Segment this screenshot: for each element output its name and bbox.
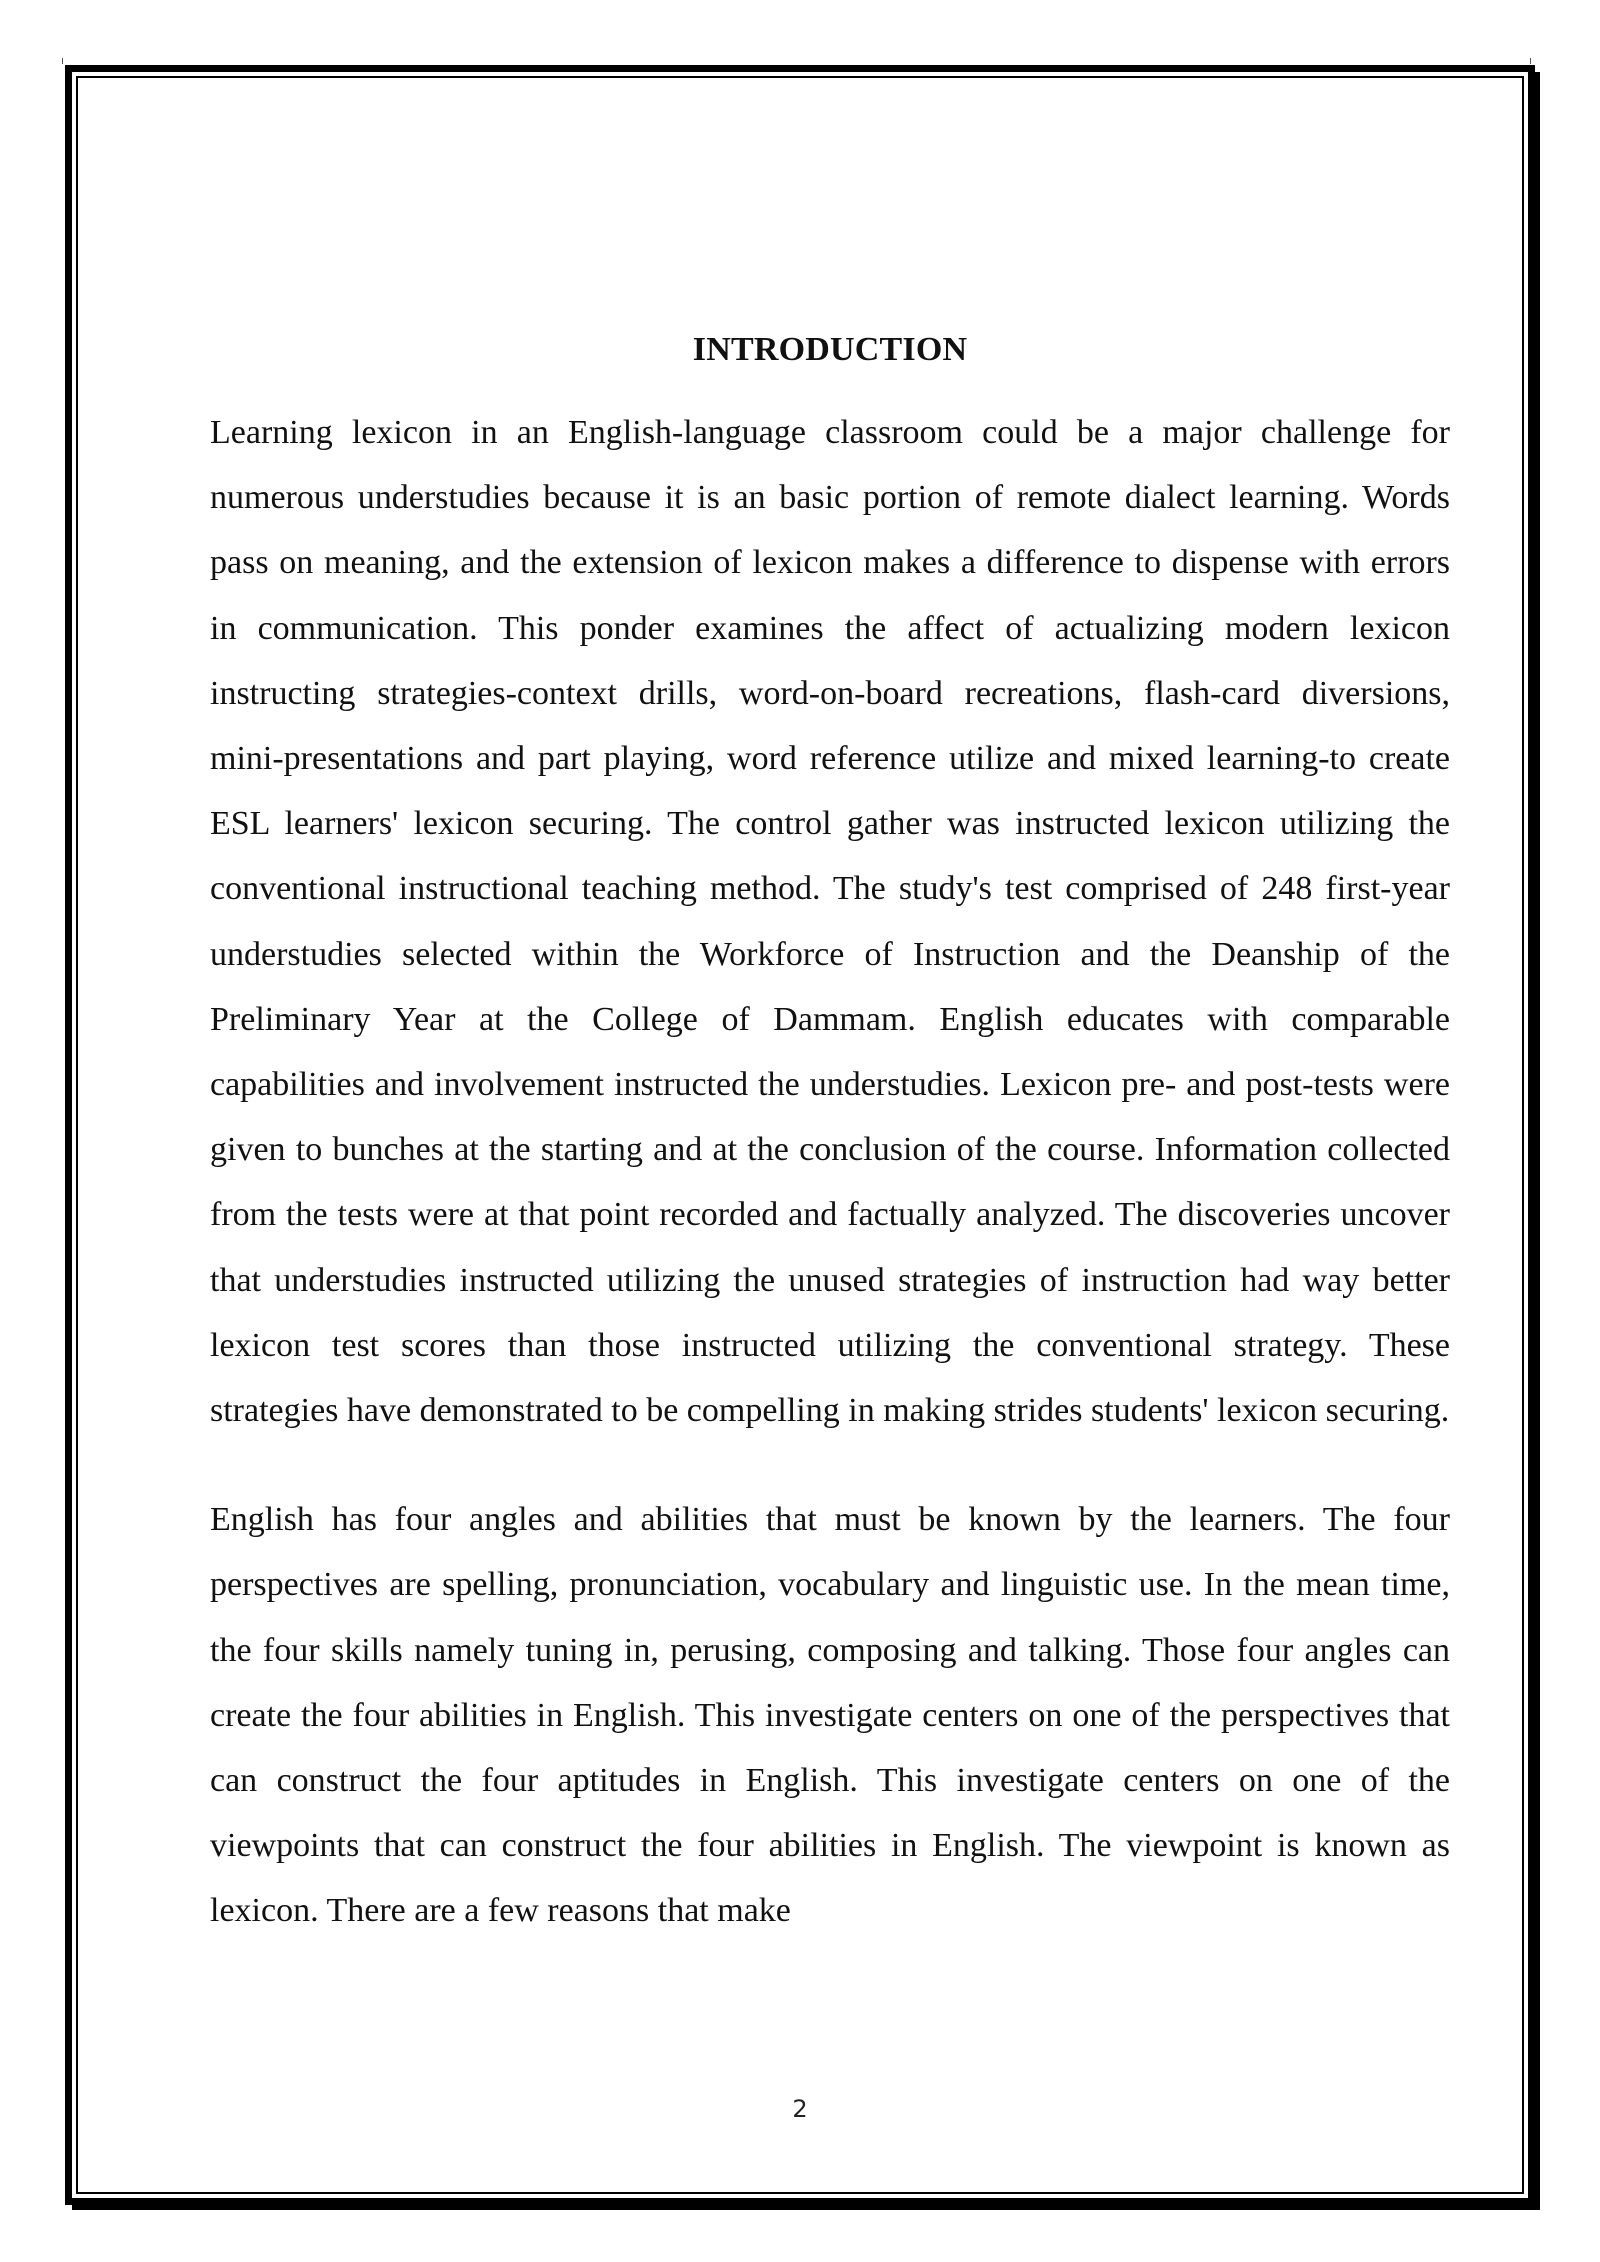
corner-mark-right — [1530, 58, 1531, 64]
corner-mark-left — [62, 58, 63, 64]
paragraph-2: English has four angles and abilities that must be known by the learners. The four perspectives are spelling, pronunciation, vocabulary and linguistic use. In the mean time, the four skills namely tuning in, perusing, composing and talking. Those four angles can create the four abilities in English. This investigate centers on one of the perspectives that can construct the four aptitudes in English. This investigate centers on one of the viewpoints that can construct the four abilities in English. The viewpoint is known as lexicon. There are a few reasons that make — [210, 1501, 1450, 1930]
paragraph-1: Learning lexicon in an English-language classroom could be a major challenge for numerous understudies because it is an basic portion of remote dialect learning. Words pass on meaning, and the extension of lexicon makes a difference to dispense with errors in communication. This ponder examines the affect of actualizing modern lexicon instructing strategies-context drills, word-on-board recreations, flash-card diversions, mini-presentations and part playing, word reference utilize and mixed learning-to create ESL learners' lexicon securing. The control gather was instructed lexicon utilizing the conventional instructional teaching method. The study's test comprised of 248 first-year understudies selected within the Workforce of Instruction and the Deanship of the Preliminary Year at the College of Dammam. English educates with comparable capabilities and involvement instructed the understudies. Lexicon pre- and post-tests were given to bunches at the starting and at the conclusion of the course. Information collected from the tests were at that point recorded and factually analyzed. The discoveries uncover that understudies instructed utilizing the unused strategies of instruction had way better lexicon test scores than those instructed utilizing the conventional strategy. These strategies have demonstrated to be compelling in making strides students' lexicon securing. — [210, 414, 1450, 1430]
page-number: 2 — [792, 2095, 808, 2123]
section-heading: INTRODUCTION — [692, 331, 968, 368]
page-content — [210, 320, 1450, 1944]
